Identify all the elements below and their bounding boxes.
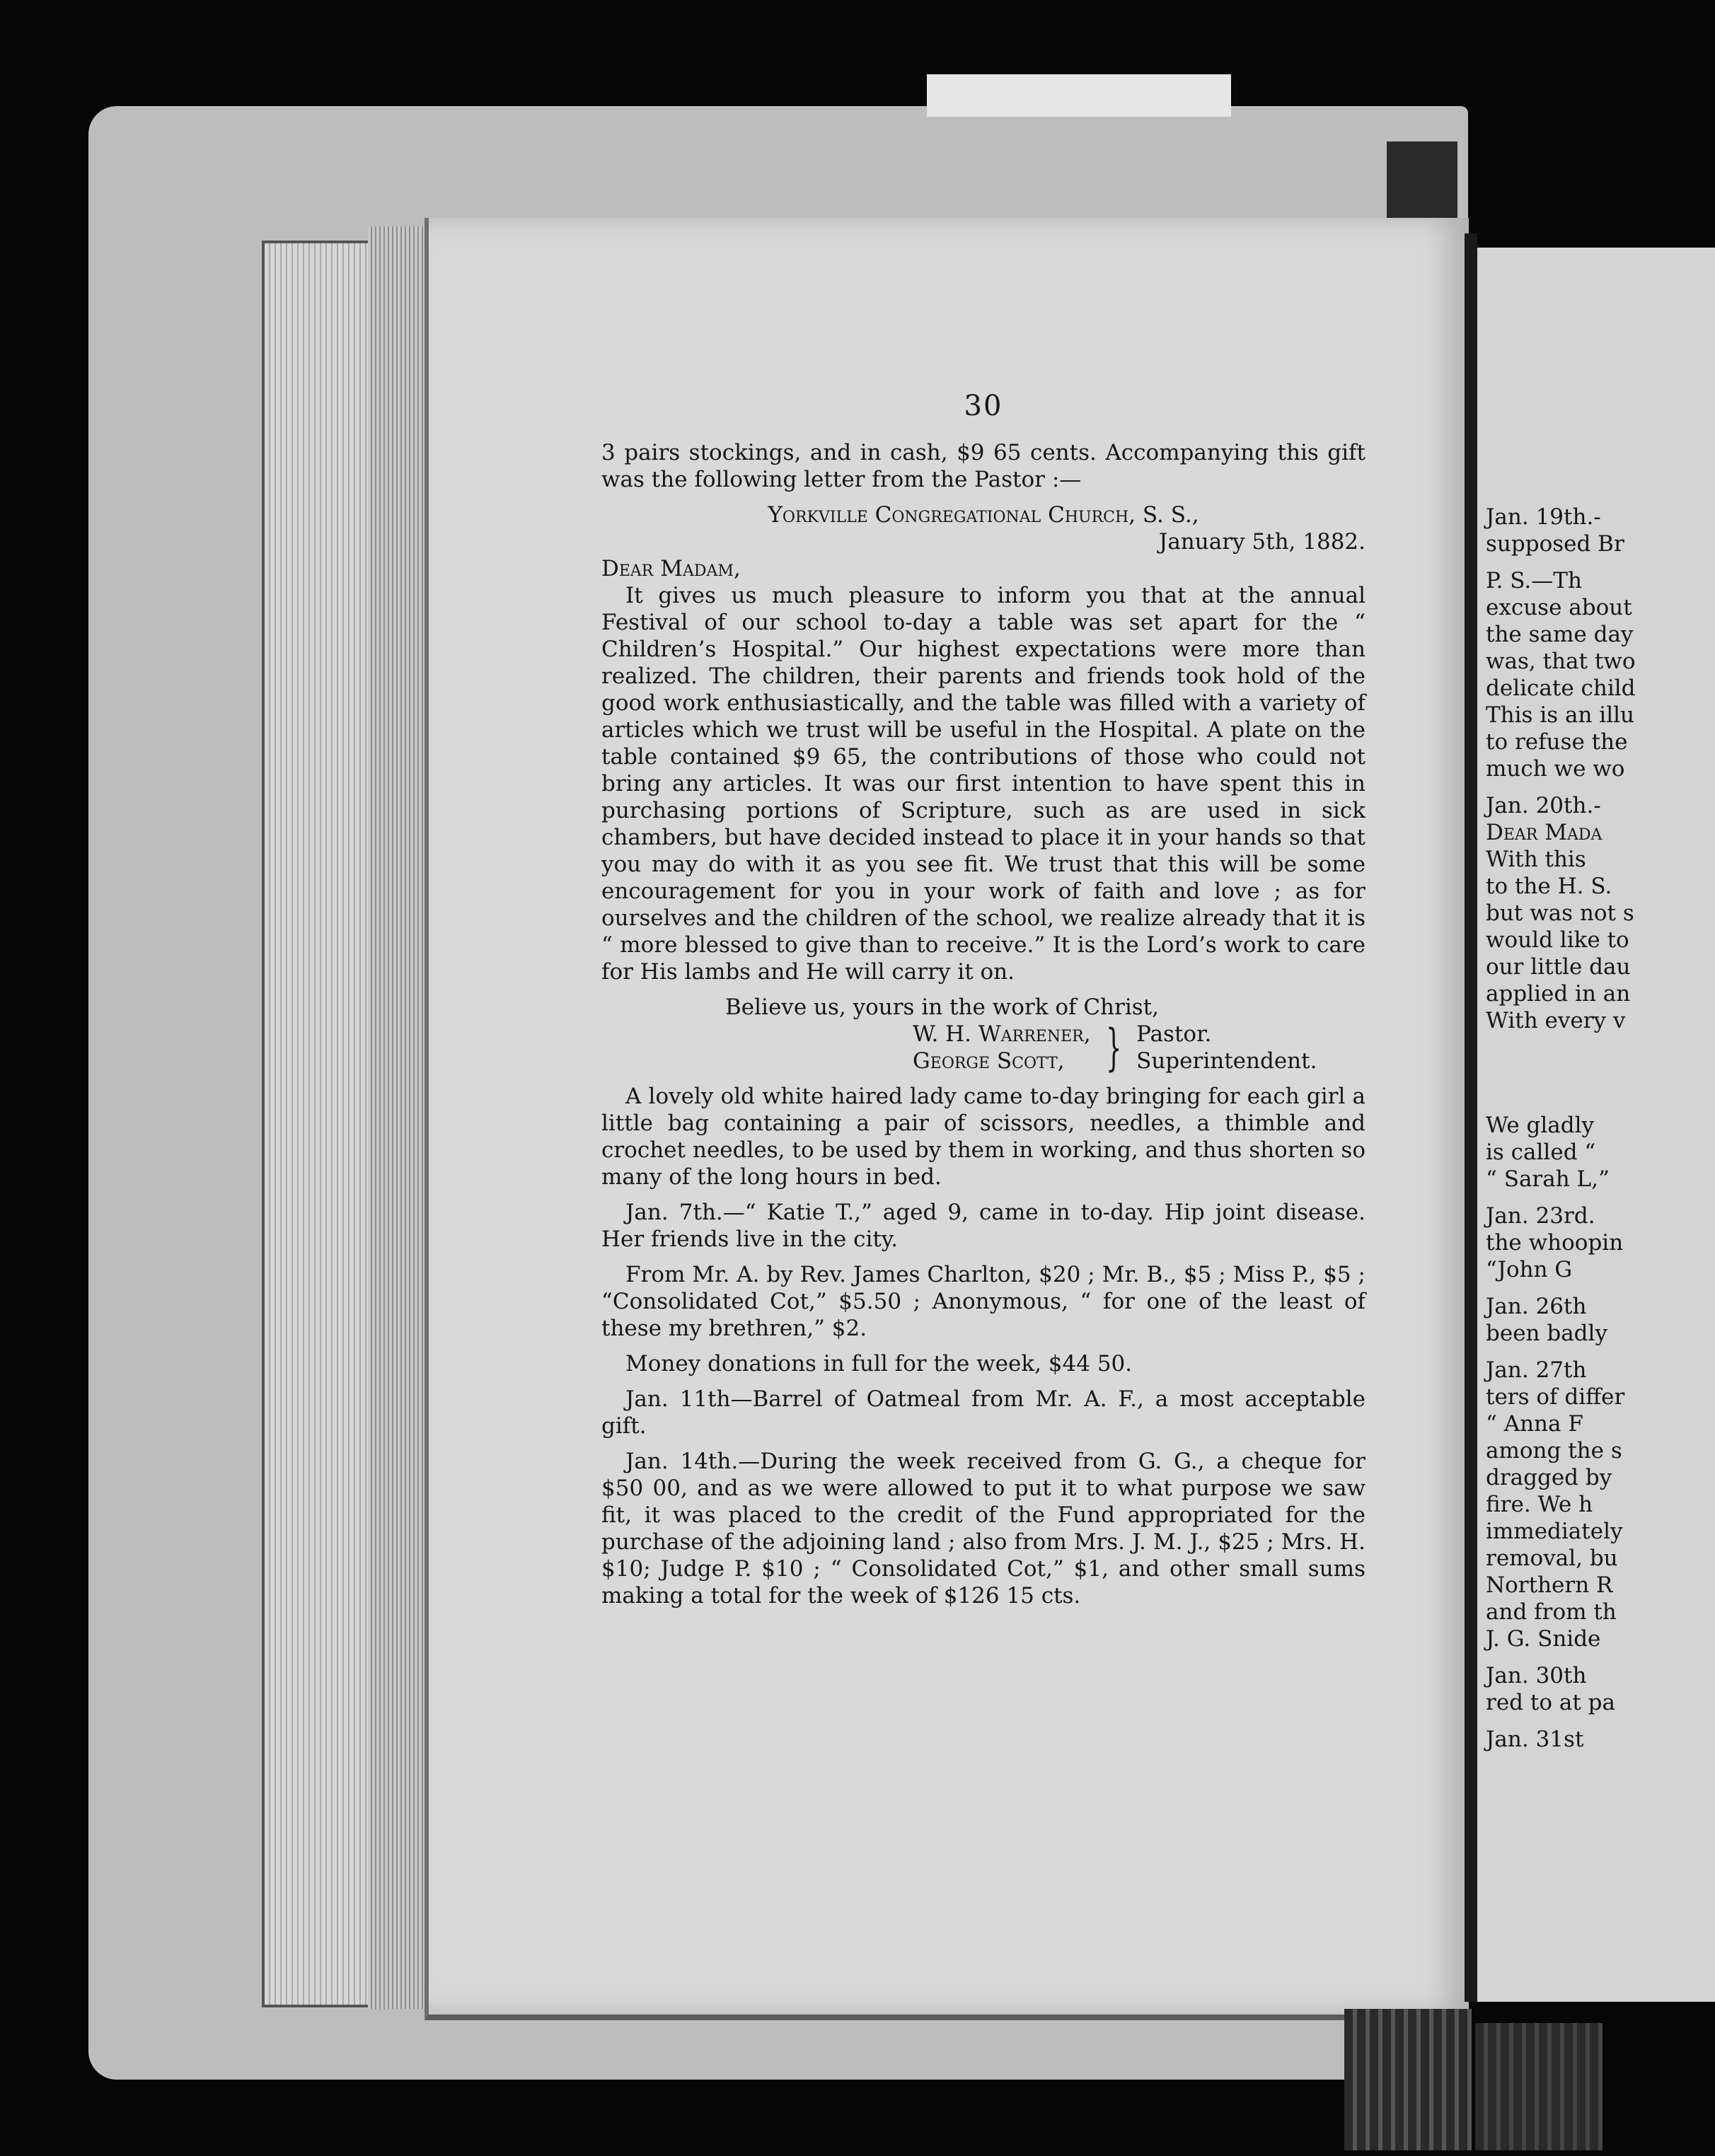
paragraph: From Mr. A. by Rev. James Charlton, $20 ; Mr. B., $5 ; Miss P., $5 ; “Consolidated Cot,” $5.50 ; Anonymous, “ for one of the least of these my brethren,” $2. — [601, 1262, 1365, 1341]
right-line: Jan. 30th — [1486, 1663, 1587, 1688]
right-line: Jan. 27th — [1486, 1357, 1587, 1383]
right-line: With this — [1486, 847, 1586, 872]
right-line: With every v — [1486, 1008, 1626, 1033]
right-line: the same day — [1486, 622, 1634, 647]
signer-names — [913, 1021, 1091, 1074]
right-line: delicate child — [1486, 676, 1636, 701]
right-line: “ Anna F — [1486, 1411, 1583, 1437]
signer-2-role: Superintendent. — [1136, 1048, 1317, 1074]
letter-body: It gives us much pleasure to inform you that at the annual Festival of our school to-day a table was set apart for the “ Children’s Hospital.” Our highest expectations were more than realized. The children, their parents and friends took hold of the good work enthusiastically, and the table was filled with a variety of articles which we trust will be useful in the Hospital. A plate on the table contained $9 65, the contributions of those who could not bring any articles. It was our first intention to have spent this in purchasing portions of Scripture, such as are used in sick chambers, but have decided instead to place it in your hands so that you may do with it as you see fit. We trust that this will be some encouragement for you in your work of faith and love ; as for ourselves and the children of the school, we realize already that it is “ more blessed to give than to receive.” It is the Lord’s work to care for His lambs and He will carry it on. — [601, 583, 1365, 985]
signer-2-name: George Scott, — [913, 1048, 1065, 1074]
right-line: been badly — [1486, 1321, 1607, 1346]
signer-1-role: Pastor. — [1136, 1021, 1212, 1047]
right-line: to refuse the — [1486, 729, 1628, 755]
letter-signatures — [913, 1019, 1365, 1077]
right-line: Jan. 26th — [1486, 1294, 1587, 1319]
right-line: Northern R — [1486, 1572, 1613, 1598]
page-stack-inner-edge — [368, 226, 432, 2009]
right-line: Dear Mada — [1486, 820, 1603, 845]
right-line: “ Sarah L,” — [1486, 1166, 1610, 1192]
right-line: Jan. 23rd. — [1486, 1203, 1595, 1229]
right-line: ters of differ — [1486, 1384, 1625, 1410]
right-line: Jan. 20th.- — [1486, 793, 1601, 818]
right-line: fire. We h — [1486, 1492, 1593, 1517]
page-number: 30 — [964, 390, 1003, 422]
signer-roles — [1136, 1021, 1317, 1074]
right-line: Jan. 19th.- — [1486, 504, 1601, 530]
right-line: red to at pa — [1486, 1690, 1615, 1715]
right-line: excuse about — [1486, 595, 1632, 620]
right-line: dragged by — [1486, 1465, 1612, 1490]
right-line: removal, bu — [1486, 1546, 1618, 1571]
right-line: This is an illu — [1486, 702, 1635, 728]
right-line: was, that two — [1486, 649, 1636, 674]
spine-bottom-right — [1475, 2023, 1603, 2150]
right-line: “John G — [1486, 1257, 1573, 1282]
right-line: J. G. Snide — [1486, 1626, 1601, 1652]
left-page-text — [601, 390, 1365, 1618]
paragraph: Jan. 14th.—During the week received from G. G., a cheque for $50 00, and as we were allowed to put it to what purpose we saw fit, it was placed to the credit of the Fund appropriated for the purchase of the adjoining land ; also from Mrs. J. M. J., $25 ; Mrs. H. $10; Judge P. $10 ; “ Consolidated Cot,” $1, and other small sums making a total for the week of $126 15 cts. — [601, 1449, 1365, 1609]
right-line: would like to — [1486, 927, 1629, 953]
paragraph: Jan. 7th.—“ Katie T.,” aged 9, came in to-day. Hip joint disease. Her friends live in the city. — [601, 1200, 1365, 1252]
right-line: supposed Br — [1486, 531, 1624, 557]
letter-closing: Believe us, yours in the work of Christ, — [725, 995, 1159, 1020]
right-line: much we wo — [1486, 756, 1625, 782]
right-line: to the H. S. — [1486, 874, 1612, 899]
paragraph: Money donations in full for the week, $44 50. — [625, 1351, 1133, 1377]
paragraph: Jan. 11th—Barrel of Oatmeal from Mr. A. F., a most acceptable gift. — [601, 1386, 1365, 1439]
right-line: applied in an — [1486, 981, 1631, 1007]
right-line: We gladly — [1486, 1113, 1595, 1138]
right-line: Jan. 31st — [1486, 1727, 1584, 1752]
paper-tab — [927, 74, 1231, 117]
right-line: immediately — [1486, 1519, 1623, 1544]
signer-1-name: W. H. Warrener, — [913, 1021, 1091, 1047]
letter-salutation: Dear Madam, — [601, 556, 741, 581]
right-page-text — [1486, 504, 1715, 1753]
right-line: is called “ — [1486, 1140, 1596, 1165]
intro-paragraph: 3 pairs stockings, and in cash, $9 65 cents. Accompanying this gift was the following letter from the Pastor :— — [601, 440, 1365, 492]
right-line: P. S.—Th — [1486, 568, 1582, 593]
letter-date: January 5th, 1882. — [1158, 529, 1365, 555]
book-gutter — [1465, 233, 1477, 2002]
paragraph: A lovely old white haired lady came to-day bringing for each girl a little bag containing a pair of scissors, needles, a thimble and crochet needles, to be used by them in working, and thus shorten so many of the long hours in bed. — [601, 1084, 1365, 1190]
right-line: our little dau — [1486, 954, 1631, 980]
spine-bottom-left — [1344, 2009, 1472, 2150]
brace-glyph: } — [1105, 1019, 1121, 1077]
right-line: but was not s — [1486, 900, 1634, 926]
right-line: among the s — [1486, 1438, 1622, 1464]
right-line: and from th — [1486, 1599, 1617, 1625]
letter-heading: Yorkville Congregational Church, S. S., — [768, 502, 1199, 528]
right-line: the whoopin — [1486, 1230, 1624, 1256]
